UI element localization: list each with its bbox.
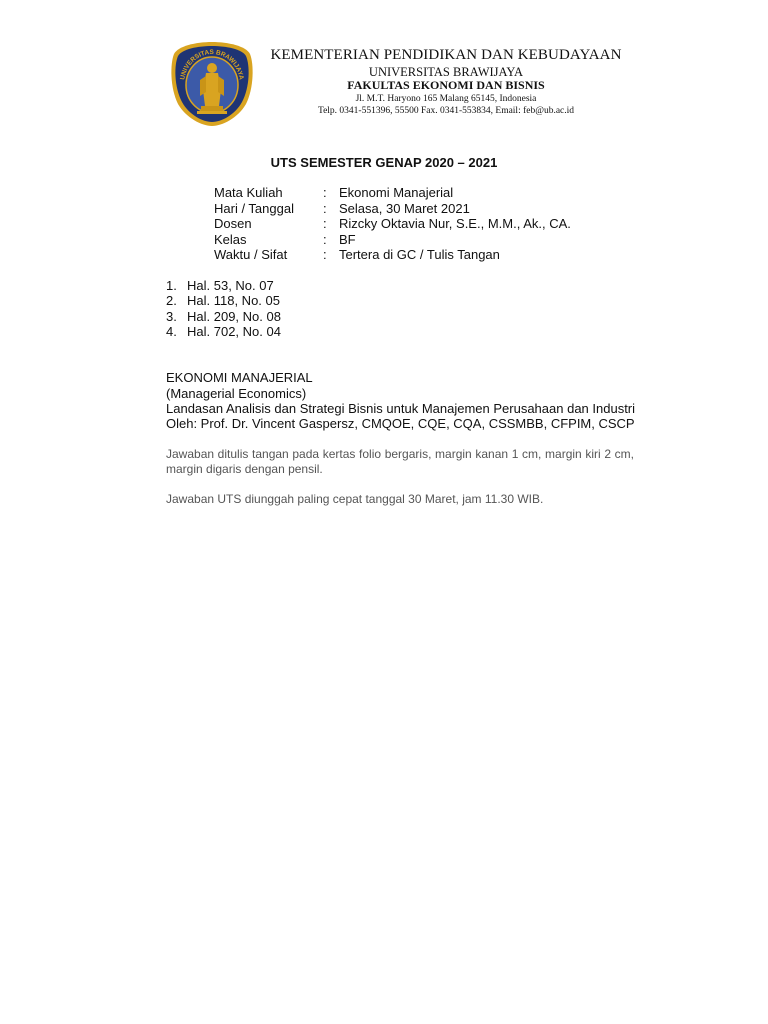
university-seal-icon [170, 40, 254, 128]
info-value: Selasa, 30 Maret 2021 [339, 201, 470, 216]
question-number: 1. [166, 278, 177, 293]
university-logo [170, 40, 254, 128]
info-label: Waktu / Sifat [214, 247, 288, 262]
info-label: Kelas [214, 232, 247, 247]
question-number: 4. [166, 324, 177, 339]
reference-subtitle: (Managerial Economics) [166, 386, 307, 401]
info-value: Ekonomi Manajerial [339, 185, 454, 200]
info-separator: : [323, 185, 327, 200]
info-separator: : [323, 232, 327, 247]
svg-text:UNIVERSITAS BRAWIJAYA: UNIVERSITAS BRAWIJAYA [179, 48, 245, 81]
info-label: Dosen [214, 216, 252, 231]
upload-note: Jawaban UTS diunggah paling cepat tanggal 30 Maret, jam 11.30 WIB. [166, 492, 544, 506]
reference-author: Oleh: Prof. Dr. Vincent Gaspersz, CMQOE, CQE, CQA, CSSMBB, CFPIM, CSCP [166, 416, 635, 431]
instruction-note: Jawaban ditulis tangan pada kertas folio bergaris, margin kanan 1 cm, margin kiri 2 cm, margin digaris dengan pensil. [166, 447, 634, 476]
question-item [166, 293, 280, 308]
exam-title: UTS SEMESTER GENAP 2020 – 2021 [270, 155, 498, 170]
reference-title: EKONOMI MANAJERIAL [166, 370, 313, 385]
ministry-name: KEMENTERIAN PENDIDIKAN DAN KEBUDAYAAN [270, 47, 622, 63]
question-number: 3. [166, 309, 177, 324]
question-text: Hal. 118, No. 05 [187, 293, 280, 308]
info-separator: : [323, 247, 327, 262]
university-name: UNIVERSITAS BRAWIJAYA [368, 65, 524, 79]
info-label: Mata Kuliah [214, 185, 283, 200]
question-item [166, 278, 274, 293]
question-item [166, 324, 281, 339]
address-line: Jl. M.T. Haryono 165 Malang 65145, Indonesia [355, 94, 537, 104]
reference-description: Landasan Analisis dan Strategi Bisnis untuk Manajemen Perusahaan dan Industri [166, 401, 636, 416]
question-text: Hal. 702, No. 04 [187, 324, 281, 339]
info-value: Tertera di GC / Tulis Tangan [339, 247, 500, 262]
faculty-name: FAKULTAS EKONOMI DAN BISNIS [347, 78, 545, 92]
question-text: Hal. 209, No. 08 [187, 309, 281, 324]
info-value: BF [339, 232, 356, 247]
info-value: Rizcky Oktavia Nur, S.E., M.M., Ak., CA. [339, 216, 571, 231]
info-separator: : [323, 216, 327, 231]
info-label: Hari / Tanggal [214, 201, 294, 216]
question-item [166, 309, 281, 324]
question-number: 2. [166, 293, 177, 308]
question-text: Hal. 53, No. 07 [187, 278, 274, 293]
info-separator: : [323, 201, 327, 216]
contact-line: Telp. 0341-551396, 55500 Fax. 0341-553834, Email: feb@ub.ac.id [317, 106, 575, 116]
